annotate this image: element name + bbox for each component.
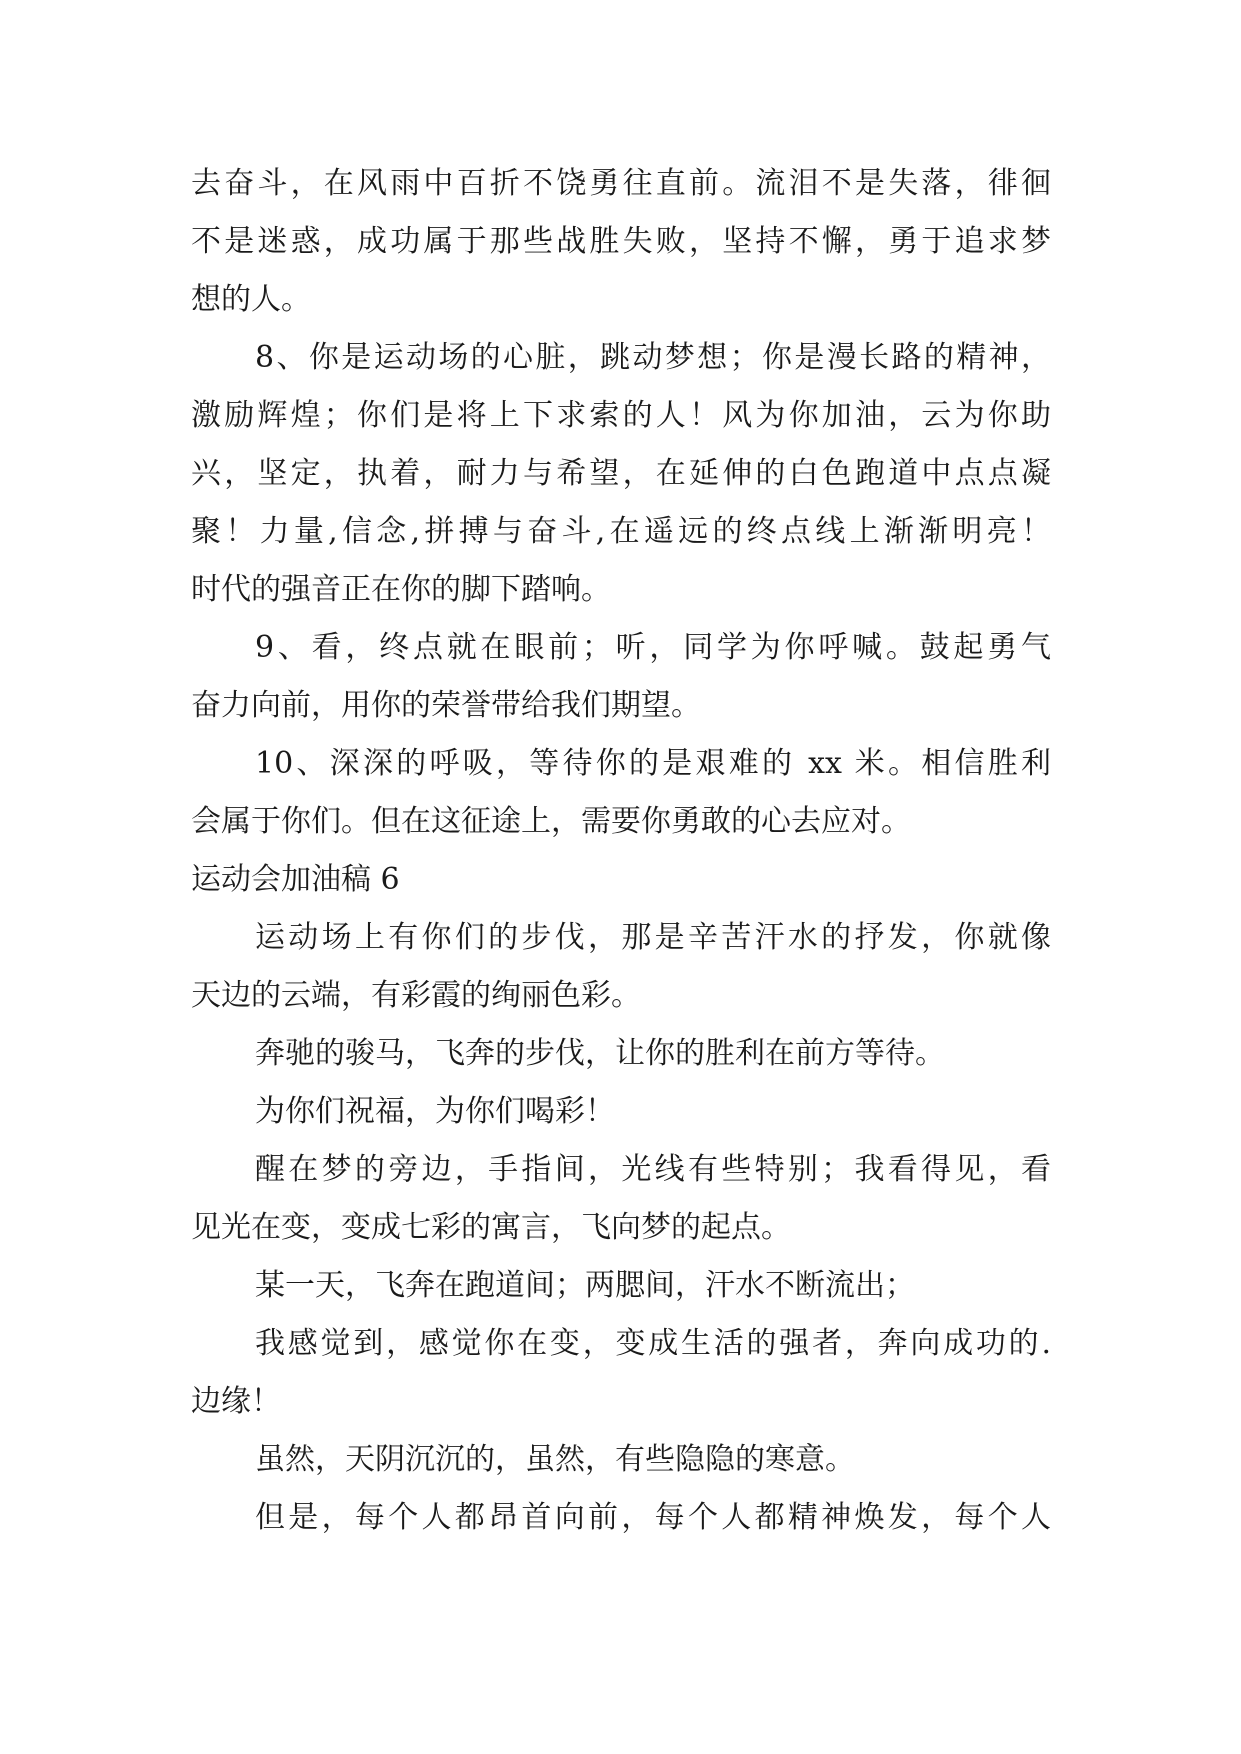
text-line: 见光在变，变成七彩的寓言，飞向梦的起点。 (191, 1210, 791, 1245)
text-line: 但是，每个人都昂首向前，每个人都精神焕发，每个人 (255, 1500, 1051, 1535)
text-line: 运动场上有你们的步伐，那是辛苦汗水的抒发，你就像 (255, 920, 1051, 955)
text-line: 会属于你们。但在这征途上，需要你勇敢的心去应对。 (191, 804, 911, 839)
text-line: 激励辉煌；你们是将上下求索的人！风为你加油，云为你助 (191, 398, 1051, 433)
text-line: 不是迷惑，成功属于那些战胜失败，坚持不懈，勇于追求梦 (191, 224, 1051, 259)
text-line: 时代的强音正在你的脚下踏响。 (191, 572, 611, 607)
text-line: 去奋斗，在风雨中百折不饶勇往直前。流泪不是失落，徘徊 (191, 166, 1051, 201)
text-line: 某一天，飞奔在跑道间；两腮间，汗水不断流出； (255, 1268, 915, 1303)
text-line: 我感觉到，感觉你在变，变成生活的强者，奔向成功的. (255, 1326, 1051, 1361)
text-line: 边缘！ (191, 1384, 281, 1419)
document-body (191, 155, 1051, 1547)
text-line: 想的人。 (191, 282, 311, 317)
text-line: 10、深深的呼吸，等待你的是艰难的 xx 米。相信胜利 (255, 746, 1051, 781)
text-line: 8、你是运动场的心脏，跳动梦想；你是漫长路的精神， (255, 340, 1051, 375)
text-line: 奋力向前，用你的荣誉带给我们期望。 (191, 688, 701, 723)
text-line: 9、看，终点就在眼前；听，同学为你呼喊。鼓起勇气 (255, 630, 1051, 665)
text-line: 虽然，天阴沉沉的，虽然，有些隐隐的寒意。 (255, 1442, 855, 1477)
text-line: 聚！力量,信念,拼搏与奋斗,在遥远的终点线上渐渐明亮！ (191, 514, 1051, 549)
section-heading: 运动会加油稿 6 (191, 862, 400, 897)
text-line: 奔驰的骏马，飞奔的步伐，让你的胜利在前方等待。 (255, 1036, 945, 1071)
text-line: 兴，坚定，执着，耐力与希望，在延伸的白色跑道中点点凝 (191, 456, 1051, 491)
text-line: 天边的云端，有彩霞的绚丽色彩。 (191, 978, 641, 1013)
text-line: 为你们祝福，为你们喝彩！ (255, 1094, 615, 1129)
text-line: 醒在梦的旁边，手指间，光线有些特别；我看得见，看 (255, 1152, 1051, 1187)
